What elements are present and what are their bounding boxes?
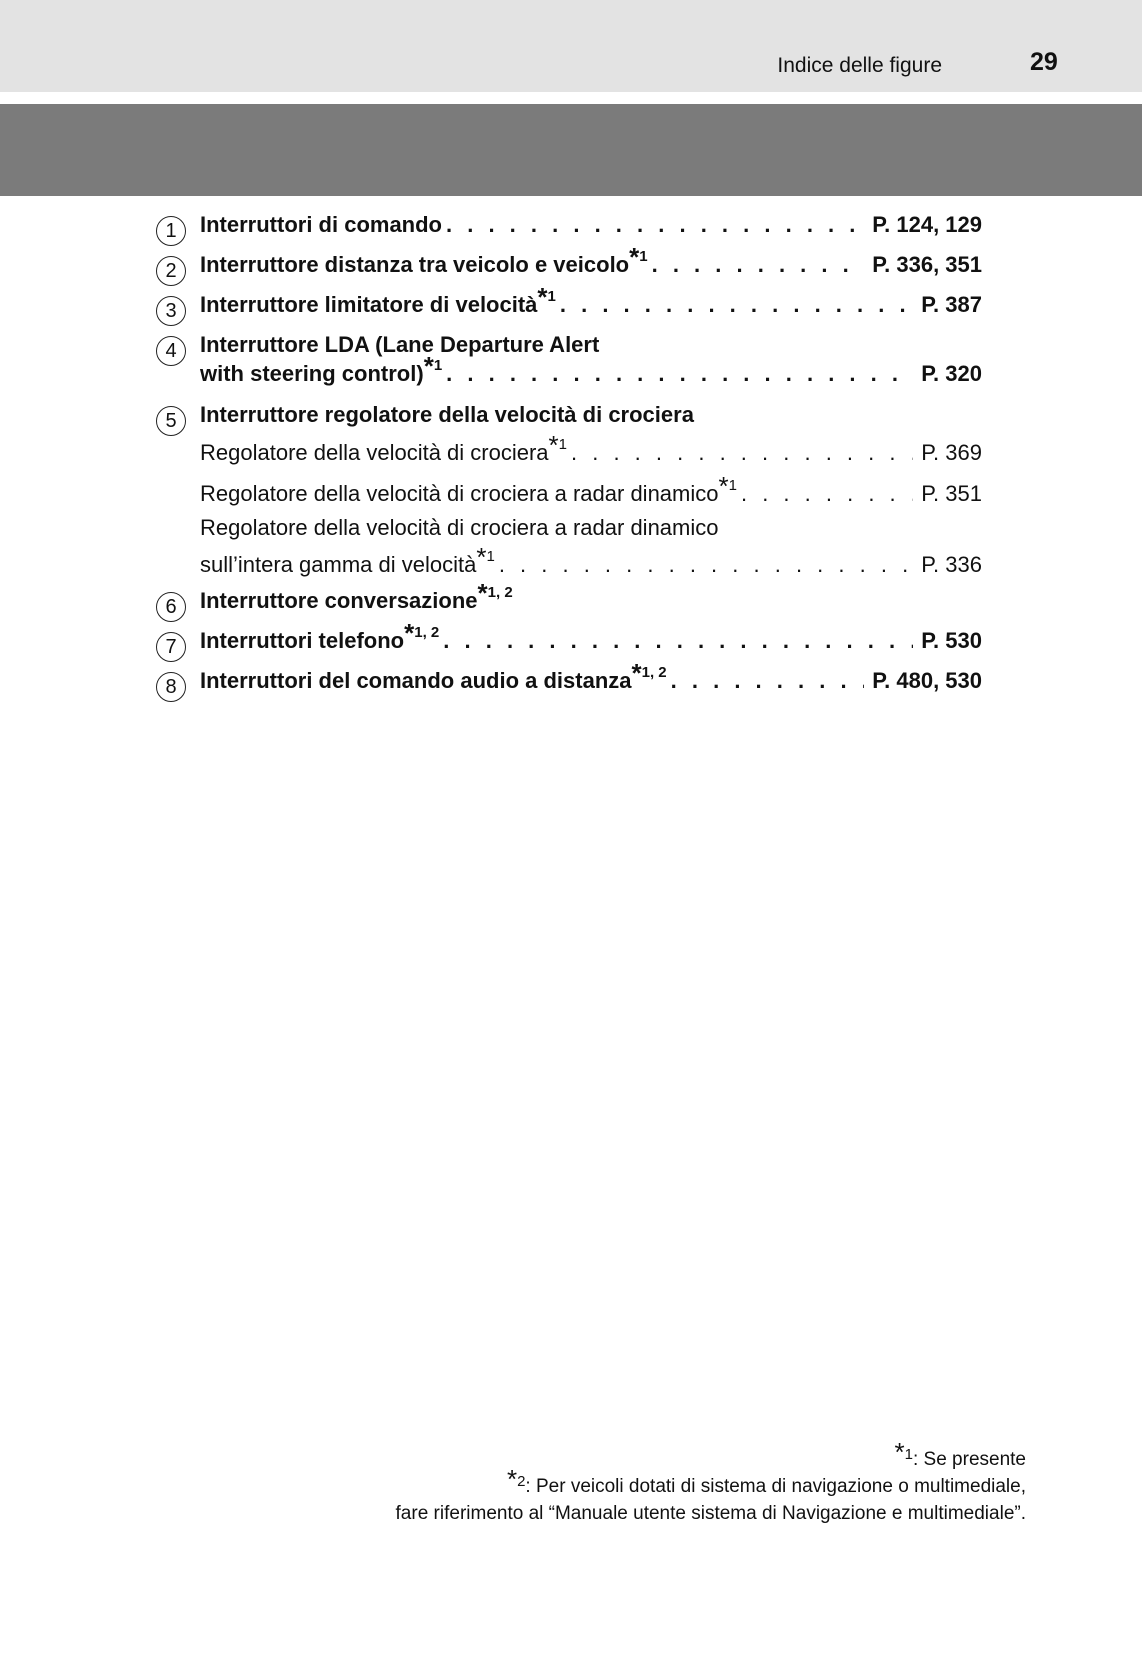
- entry-number-badge: 1: [156, 216, 186, 246]
- asterisk-icon: *: [423, 351, 434, 381]
- entry-page-ref[interactable]: P. 336, 351: [872, 252, 982, 277]
- asterisk-icon: *: [506, 1464, 518, 1494]
- index-entry-3: [156, 282, 982, 332]
- footnote-text: : Per veicoli dotati di sistema di navigazione o multimediale,: [525, 1476, 1026, 1497]
- entry-number-badge: 4: [156, 336, 186, 366]
- footnote-ref: 1: [433, 357, 443, 374]
- footnote-text: : Se presente: [912, 1449, 1026, 1470]
- subentry-label-line1: Regolatore della velocità di crociera a radar dinamico: [200, 515, 719, 540]
- asterisk-icon: *: [404, 618, 415, 648]
- asterisk-icon: *: [894, 1437, 905, 1467]
- entry-page-ref[interactable]: P. 387: [921, 292, 982, 317]
- dot-leader: [446, 361, 913, 387]
- header-separator: [0, 92, 1142, 104]
- header-band: [0, 0, 1142, 92]
- figure-index-list: [156, 212, 982, 708]
- asterisk-icon: *: [631, 658, 642, 688]
- footnote-ref: 1: [728, 477, 737, 494]
- entry-label: Interruttore regolatore della velocità di crociera: [200, 402, 694, 427]
- index-entry-6: [156, 578, 982, 628]
- footnote-ref: 1: [639, 248, 648, 265]
- footnote-ref: 1: [547, 288, 556, 305]
- entry-page-ref[interactable]: P. 480, 530: [872, 668, 982, 693]
- entry-label: Interruttore distanza tra veicolo e veicolo: [200, 252, 630, 277]
- subentry-label-line2: sull’intera gamma di velocità: [200, 552, 477, 577]
- entry-label: Interruttore limitatore di velocità: [200, 292, 538, 317]
- subentry-label: Regolatore della velocità di crociera: [200, 440, 549, 465]
- entry-number-badge: 7: [156, 632, 186, 662]
- entry-number-badge: 6: [156, 592, 186, 622]
- page-number: 29: [1030, 48, 1058, 76]
- dot-leader: [446, 212, 864, 238]
- footnote-2: [396, 1464, 1026, 1500]
- header-dark-band: [0, 104, 1142, 196]
- entry-number-badge: 8: [156, 672, 186, 702]
- asterisk-icon: *: [629, 242, 640, 272]
- footnote-ref: 1: [558, 436, 567, 453]
- entry-label: Interruttori telefono: [200, 628, 405, 653]
- dot-leader: [560, 292, 913, 318]
- asterisk-icon: *: [548, 430, 559, 460]
- section-title: Indice delle figure: [777, 54, 942, 77]
- dot-leader: [571, 440, 913, 466]
- footnote-number: 2: [517, 1473, 526, 1490]
- footnote-ref: 1, 2: [487, 584, 513, 601]
- asterisk-icon: *: [476, 542, 487, 572]
- entry-label-line1: Interruttore LDA (Lane Departure Alert: [200, 332, 600, 357]
- footnote-1: [396, 1437, 1026, 1473]
- footnote-ref: 1, 2: [641, 664, 667, 681]
- entry-number-badge: 3: [156, 296, 186, 326]
- index-entry-2: [156, 242, 982, 292]
- footnotes: [395, 1437, 1026, 1527]
- subentry-cruise-control: [200, 430, 982, 481]
- footnote-ref: 1, 2: [414, 624, 440, 641]
- index-entry-8: [156, 658, 982, 708]
- asterisk-icon: *: [537, 282, 548, 312]
- dot-leader: [652, 252, 865, 278]
- footnote-number: 1: [904, 1446, 913, 1463]
- footnote-ref: 1: [486, 548, 495, 565]
- subentry-page-ref[interactable]: P. 351: [921, 481, 982, 506]
- footnote-2-continuation: fare riferimento al “Manuale utente sistema di Navigazione e multimediale”.: [395, 1503, 1026, 1524]
- index-entry-5: [156, 402, 982, 588]
- dot-leader: [443, 628, 913, 654]
- entry-page-ref[interactable]: P. 320: [921, 361, 982, 386]
- subentry-full-range-radar-cruise: [200, 515, 982, 578]
- index-entry-1: [156, 212, 982, 252]
- entry-label: Interruttori di comando: [200, 212, 442, 237]
- asterisk-icon: *: [718, 471, 729, 501]
- entry-number-badge: 2: [156, 256, 186, 286]
- entry-page-ref[interactable]: P. 530: [921, 628, 982, 653]
- entry-label-line2: with steering control): [200, 361, 424, 386]
- subentry-page-ref[interactable]: P. 336: [921, 552, 982, 577]
- entry-label: Interruttori del comando audio a distanza: [200, 668, 632, 693]
- entry-number-badge: 5: [156, 406, 186, 436]
- index-entry-7: [156, 618, 982, 668]
- subentry-radar-cruise: [200, 471, 982, 515]
- subentry-page-ref[interactable]: P. 369: [921, 440, 982, 465]
- dot-leader: [741, 481, 913, 507]
- entry-label: Interruttore conversazione: [200, 588, 478, 613]
- entry-page-ref[interactable]: P. 124, 129: [872, 212, 982, 237]
- subentry-label: Regolatore della velocità di crociera a radar dinamico: [200, 481, 719, 506]
- dot-leader: [499, 552, 913, 578]
- asterisk-icon: *: [477, 578, 488, 608]
- index-entry-4: [156, 332, 982, 402]
- dot-leader: [671, 668, 865, 694]
